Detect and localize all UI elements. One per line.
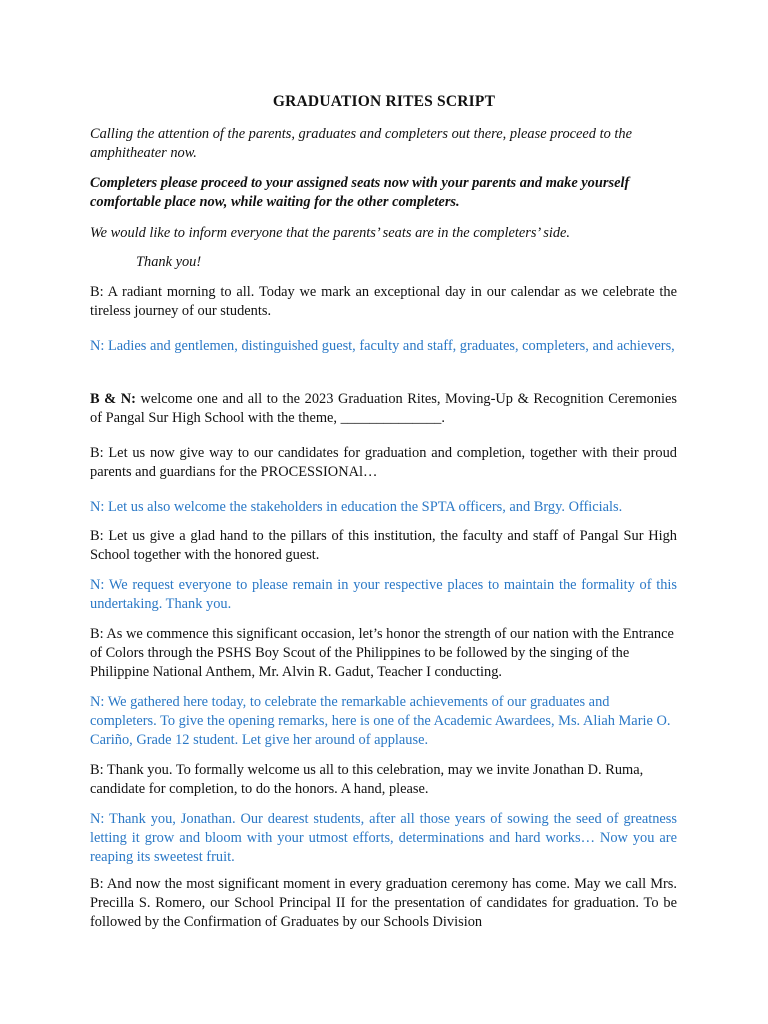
paragraph-n-opening-remarks: N: We gathered here today, to celebrate the remarkable achievements of our graduates and completers. To give the opening remarks, here is one of the Academic Awardees, Ms. Aliah Marie O. Cariño, Grade 12 student. Let give her around of applause. bbox=[90, 694, 671, 748]
paragraph-n-stakeholders: N: Let us also welcome the stakeholders in education the SPTA officers, and Brgy. Officials. bbox=[90, 499, 623, 515]
paragraph-call-attention: Calling the attention of the parents, graduates and completers out there, please proceed to the amphitheater now. bbox=[90, 126, 632, 161]
paragraph-n-sweetest-fruit: N: Thank you, Jonathan. Our dearest students, after all those years of sowing the seed of greatness letting it grow and bloom with your utmost efforts, determinations and hard works… Now you are reaping its sweetest fruit. bbox=[90, 811, 677, 865]
paragraph-parents-seats: We would like to inform everyone that the parents’ seats are in the completers’ side. bbox=[90, 225, 570, 241]
document-title: GRADUATION RITES SCRIPT bbox=[272, 93, 496, 110]
paragraph-bn-welcome bbox=[90, 390, 677, 428]
speaker-label-bn: B & N: bbox=[90, 391, 136, 407]
paragraph-n-ladies-gentlemen: N: Ladies and gentlemen, distinguished guest, faculty and staff, graduates, completers, and achievers, bbox=[90, 338, 675, 354]
paragraph-n-formality: N: We request everyone to please remain in your respective places to maintain the formality of this undertaking. Thank you. bbox=[90, 577, 677, 612]
paragraph-b-entrance-colors: B: As we commence this significant occasion, let’s honor the strength of our nation with the Entrance of Colors through the PSHS Boy Scout of the Philippines to be followed by the singing of the Philippine National Anthem, Mr. Alvin R. Gadut, Teacher I conducting. bbox=[90, 626, 674, 680]
paragraph-b-welcome-remarks: B: Thank you. To formally welcome us all to this celebration, may we invite Jonathan D. Ruma, candidate for completion, to do the honors. A hand, please. bbox=[90, 762, 644, 797]
paragraph-thank-you: Thank you! bbox=[136, 254, 202, 270]
paragraph-b-radiant-morning: B: A radiant morning to all. Today we mark an exceptional day in our calendar as we celebrate the tireless journey of our students. bbox=[90, 284, 677, 319]
paragraph-b-significant-moment: B: And now the most significant moment in every graduation ceremony has come. May we call Mrs. Precilla S. Romero, our School Principal II for the presentation of candidates for graduation. To be followed by the Confirmation of Graduates by our Schools Division bbox=[90, 876, 677, 930]
paragraph-completers-seats: Completers please proceed to your assigned seats now with your parents and make yourself comfortable place now, while waiting for the other completers. bbox=[90, 175, 630, 210]
paragraph-b-processional: B: Let us now give way to our candidates for graduation and completion, together with their proud parents and guardians for the PROCESSIONAl… bbox=[90, 445, 677, 480]
paragraph-b-pillars: B: Let us give a glad hand to the pillars of this institution, the faculty and staff of Pangal Sur High School together with the honored guest. bbox=[90, 528, 677, 563]
paragraph-bn-welcome-text: welcome one and all to the 2023 Graduation Rites, Moving-Up & Recognition Ceremonies of Pangal Sur High School with the theme, ______________. bbox=[90, 391, 678, 426]
